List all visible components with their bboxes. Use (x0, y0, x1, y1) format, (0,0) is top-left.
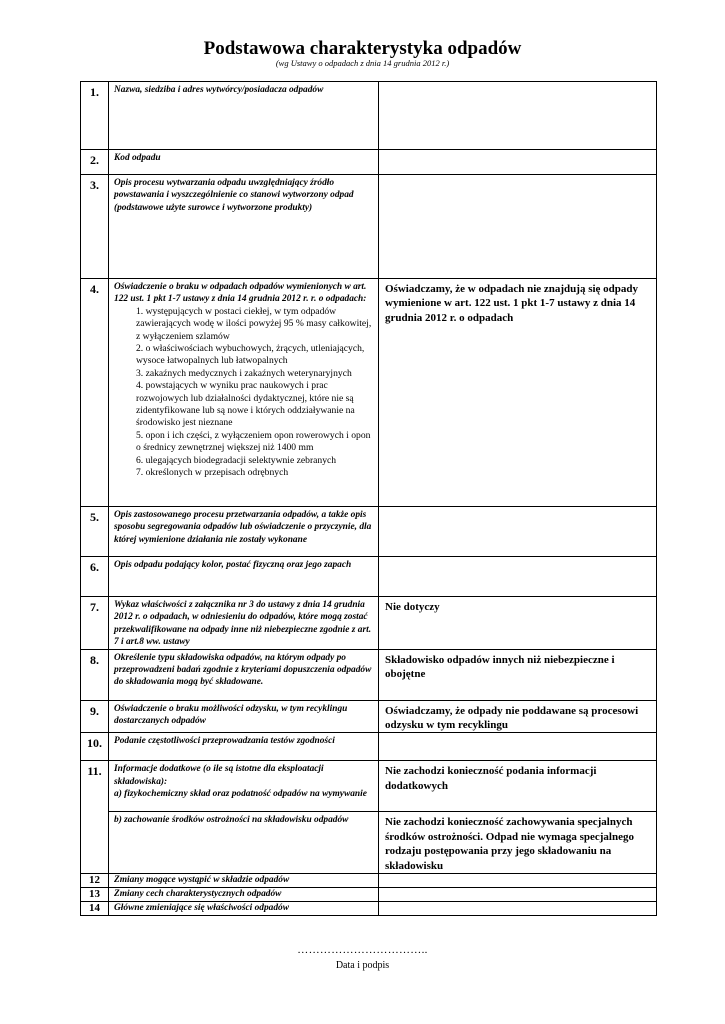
row-value[interactable]: Nie zachodzi konieczność zachowywania specjalnych środków ostrożności. Odpad nie wymaga specjalnego rodzaju postępowania przy jego składowaniu na składowisku (379, 812, 657, 874)
row-number: 8. (81, 649, 109, 700)
table-row (81, 597, 657, 650)
row-value[interactable] (379, 150, 657, 175)
row-value[interactable] (379, 874, 657, 888)
table-row (81, 507, 657, 557)
row-value[interactable]: Oświadczamy, że w odpadach nie znajdują się odpady wymienione w art. 122 ust. 1 pkt 1-7 ustawy z dnia 14 grudnia 2012 r. o odpadach (379, 279, 657, 507)
row-description: Kod odpadu (109, 150, 379, 175)
table-row (81, 649, 657, 700)
table-row (81, 557, 657, 597)
list-item: 3. zakaźnych medycznych i zakaźnych weterynaryjnych (136, 367, 352, 379)
table-row (81, 700, 657, 733)
row-value[interactable] (379, 507, 657, 557)
signature-label: Data i podpis (335, 960, 390, 971)
row-number: 9. (81, 700, 109, 733)
table-row (81, 874, 657, 888)
page-title: Podstawowa charakterystyka odpadów (203, 38, 522, 59)
row-number: 3. (81, 175, 109, 279)
row-description: Wykaz właściwości z załącznika nr 3 do ustawy z dnia 14 grudnia 2012 r. o odpadach, w odniesieniu do odpadów, które mogą zostać przekwalifikowane na odpady inne niż niebezpieczne zgodnie z art. 7 i art.8 ww. ustawy (109, 597, 379, 650)
list-item: 1. występujących w postaci ciekłej, w tym odpadów zawierających wodę w ilości powyżej 95 % masy całkowitej, z wyłączeniem szlamów (136, 305, 372, 342)
row-number: 4. (81, 279, 109, 507)
row-description: Opis procesu wytwarzania odpadu uwzględniający źródło powstawania i wyszczególnienie co stanowi wytworzony odpad (podstawowe użyte surowce i wytworzone produkty) (109, 175, 379, 279)
row-description: Zmiany cech charakterystycznych odpadów (109, 888, 379, 902)
row-value[interactable] (379, 888, 657, 902)
table-row (81, 175, 657, 279)
characteristics-table (80, 81, 657, 916)
row-value[interactable] (379, 175, 657, 279)
row-description: Określenie typu składowiska odpadów, na którym odpady po przeprowadzeni badań zgodnie z kryteriami dopuszczenia odpadów do składowania mogą być składowane. (109, 649, 379, 700)
row-description: Oświadczenie o braku możliwości odzysku, w tym recyklingu dostarczanych odpadów (109, 700, 379, 733)
page-subtitle: (wg Ustawy o odpadach z dnia 14 grudnia 2012 r.) (275, 58, 450, 68)
table-row (81, 902, 657, 916)
row-description: Informacje dodatkowe (o ile są istotne dla eksploatacji składowiska): a) fizykochemiczny skład oraz podatność odpadów na wymywanie (109, 761, 379, 812)
row-value[interactable]: Składowisko odpadów innych niż niebezpieczne i obojętne (379, 649, 657, 700)
row-description: Nazwa, siedziba i adres wytwórcy/posiadacza odpadów (109, 82, 379, 150)
row-description: Opis odpadu podający kolor, postać fizyczną oraz jego zapach (109, 557, 379, 597)
list-item: 7. określonych w przepisach odrębnych (136, 467, 289, 479)
row-value[interactable] (379, 733, 657, 761)
exclusion-list (114, 306, 374, 480)
row-description-heading: Oświadczenie o braku w odpadach odpadów wymienionych w art. 122 ust. 1 pkt 1-7 ustawy z dnia 14 grudnia 2012 r. r. o odpadach: (114, 282, 367, 305)
signature-line: …………………………….. (297, 944, 428, 956)
row-number: 2. (81, 150, 109, 175)
row-value[interactable] (379, 82, 657, 150)
table-row (81, 733, 657, 761)
table-row (81, 82, 657, 150)
row-value[interactable]: Nie zachodzi konieczność podania informacji dodatkowych (379, 761, 657, 812)
row-description: Zmiany mogące wystąpić w składzie odpadów (109, 874, 379, 888)
row-number: 7. (81, 597, 109, 650)
row-description: Główne zmieniające się właściwości odpadów (109, 902, 379, 916)
row-value[interactable]: Nie dotyczy (379, 597, 657, 650)
table-row (81, 812, 657, 874)
row-description (109, 279, 379, 507)
row-number: 13 (81, 888, 109, 902)
table-row (81, 279, 657, 507)
list-item: 5. opon i ich części, z wyłączeniem opon rowerowych i opon o średnicy zewnętrznej większej niż 1400 mm (136, 429, 371, 454)
row-description: Opis zastosowanego procesu przetwarzania odpadów, a także opis sposobu segregowania odpadów lub oświadczenie o przyczynie, dla której wymienione działania nie zostały wykonane (109, 507, 379, 557)
row-description: b) zachowanie środków ostrożności na składowisku odpadów (109, 812, 379, 874)
table-row (81, 150, 657, 175)
table-row (81, 761, 657, 812)
row-description: Podanie częstotliwości przeprowadzania testów zgodności (109, 733, 379, 761)
row-number: 6. (81, 557, 109, 597)
list-item: 4. powstających w wyniku prac naukowych i prac rozwojowych lub działalności dydaktycznej, które nie są zidentyfikowane lub są nowe i których oddziaływanie na środowisko jest nieznane (136, 380, 355, 429)
row-number: 11. (81, 761, 109, 874)
list-item: 6. ulegających biodegradacji selektywnie zebranych (136, 454, 337, 466)
row-number: 5. (81, 507, 109, 557)
row-value[interactable]: Oświadczamy, że odpady nie poddawane są procesowi odzysku w tym recyklingu (379, 700, 657, 733)
row-number: 12 (81, 874, 109, 888)
table-row (81, 888, 657, 902)
row-value[interactable] (379, 902, 657, 916)
row-number: 14 (81, 902, 109, 916)
row-value[interactable] (379, 557, 657, 597)
row-number: 1. (81, 82, 109, 150)
list-item: 2. o właściwościach wybuchowych, żrących, utleniających, wysoce łatwopalnych lub łatwopalnych (136, 343, 365, 367)
row-number: 10. (81, 733, 109, 761)
